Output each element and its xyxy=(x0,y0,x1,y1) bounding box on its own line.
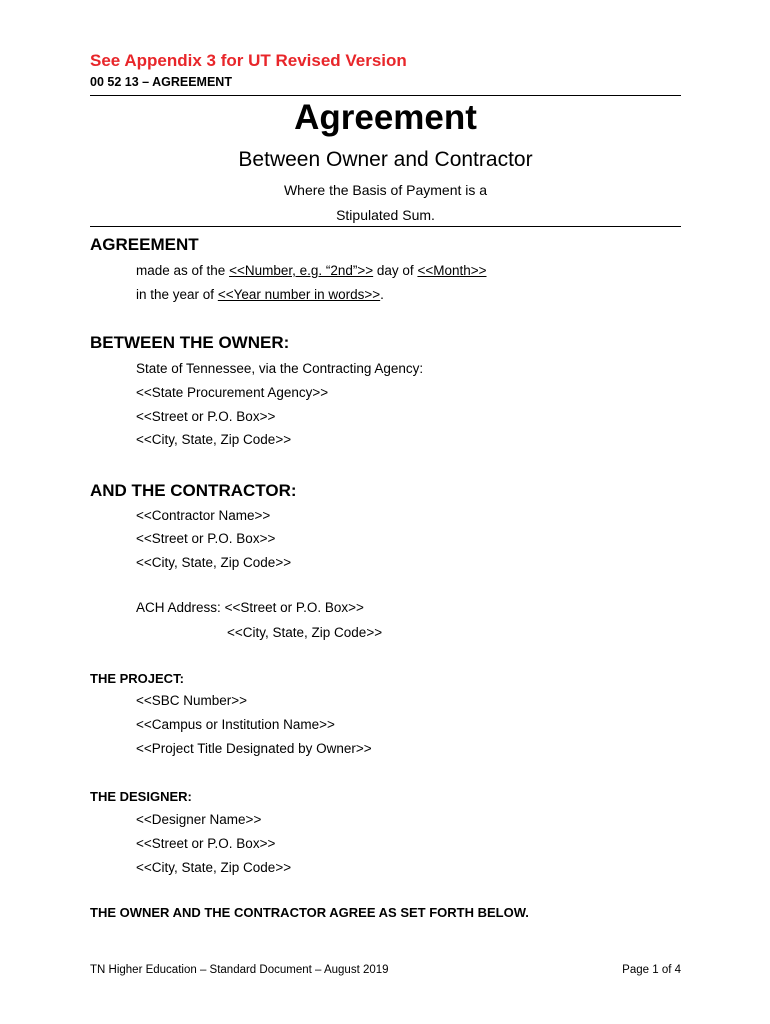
header-rule xyxy=(90,95,681,96)
owner-line: <<City, State, Zip Code>> xyxy=(136,432,292,447)
ach-address-line xyxy=(136,600,364,615)
section-code: 00 52 13 – AGREEMENT xyxy=(90,75,232,89)
project-line: <<SBC Number>> xyxy=(136,693,248,708)
agreement-date-line xyxy=(136,263,487,278)
project-line: <<Project Title Designated by Owner>> xyxy=(136,741,372,756)
contractor-line: <<City, State, Zip Code>> xyxy=(136,555,292,570)
title-rule xyxy=(90,226,681,227)
month-placeholder: <<Month>> xyxy=(417,263,487,278)
year-placeholder: <<Year number in words>> xyxy=(217,287,381,302)
footer-document-info: TN Higher Education – Standard Document – August 2019 xyxy=(90,964,389,976)
ach-street: <<Street or P.O. Box>> xyxy=(224,600,364,615)
designer-heading: THE DESIGNER: xyxy=(90,789,192,804)
number-placeholder: <<Number, e.g. “2nd”>> xyxy=(229,263,374,278)
basis-line-1: Where the Basis of Payment is a xyxy=(283,182,488,198)
designer-line: <<Designer Name>> xyxy=(136,812,262,827)
owner-heading: BETWEEN THE OWNER: xyxy=(90,333,290,352)
designer-line: <<Street or P.O. Box>> xyxy=(136,836,276,851)
agreement-heading: AGREEMENT xyxy=(90,235,199,254)
agreement-year-line xyxy=(136,287,384,302)
day-of-text: day of xyxy=(373,263,418,278)
document-title: Agreement xyxy=(294,98,477,137)
project-line: <<Campus or Institution Name>> xyxy=(136,717,335,732)
ach-label: ACH Address: xyxy=(136,600,221,615)
revision-notice: See Appendix 3 for UT Revised Version xyxy=(90,51,407,70)
contractor-heading: AND THE CONTRACTOR: xyxy=(90,481,297,500)
in-the-year-text: in the year of xyxy=(136,287,218,302)
agreement-closing-statement: THE OWNER AND THE CONTRACTOR AGREE AS SET FORTH BELOW. xyxy=(90,905,529,920)
period-text: . xyxy=(380,287,384,302)
basis-line-2: Stipulated Sum. xyxy=(336,207,435,223)
made-as-of-text: made as of the xyxy=(136,263,230,278)
contractor-line: <<Street or P.O. Box>> xyxy=(136,531,276,546)
page-number: Page 1 of 4 xyxy=(622,964,681,976)
contractor-line: <<Contractor Name>> xyxy=(136,508,271,523)
owner-line: <<State Procurement Agency>> xyxy=(136,385,329,400)
designer-line: <<City, State, Zip Code>> xyxy=(136,860,292,875)
ach-city-line: <<City, State, Zip Code>> xyxy=(227,625,383,640)
project-heading: THE PROJECT: xyxy=(90,671,184,686)
owner-line: <<Street or P.O. Box>> xyxy=(136,409,276,424)
document-subtitle: Between Owner and Contractor xyxy=(238,148,533,171)
owner-line: State of Tennessee, via the Contracting Agency: xyxy=(136,361,424,376)
